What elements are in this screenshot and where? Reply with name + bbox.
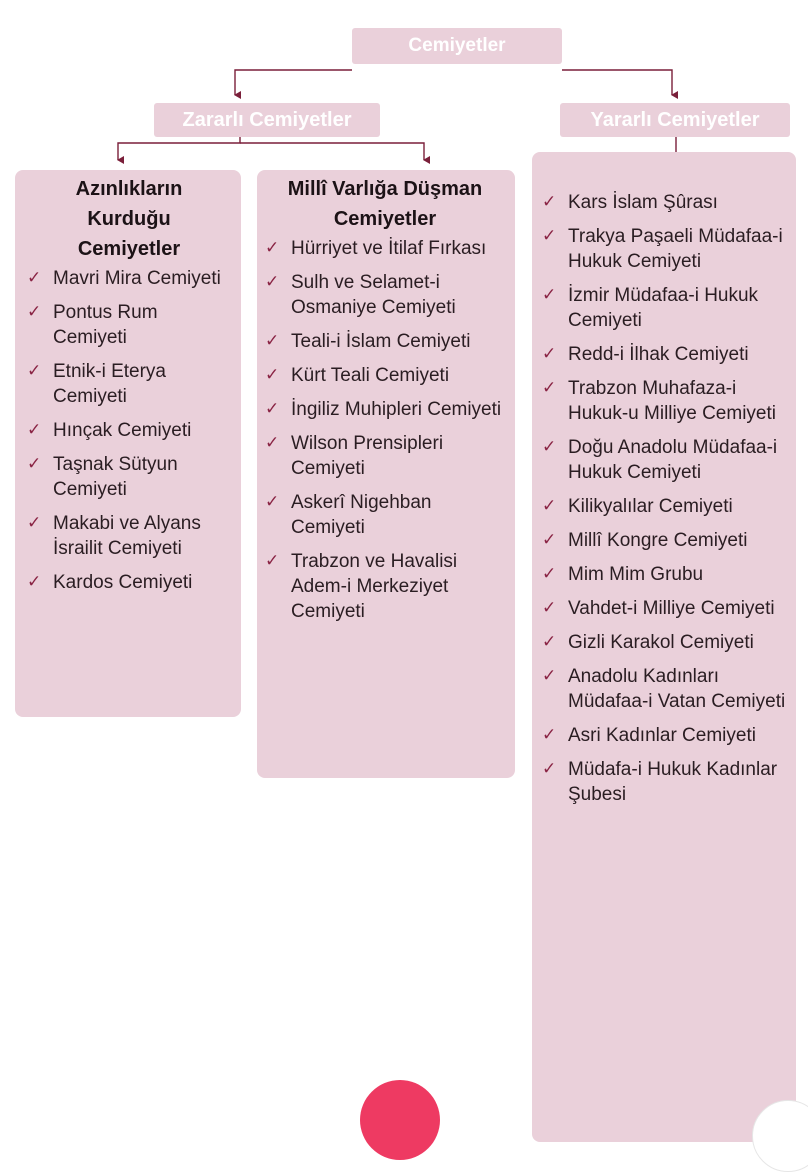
list-item-label: Kardos Cemiyeti xyxy=(53,572,193,593)
checkmark-icon: ✓ xyxy=(27,361,42,381)
checkmark-icon: ✓ xyxy=(265,433,280,453)
hostile-societies-list xyxy=(263,236,507,624)
checkmark-icon: ✓ xyxy=(542,759,557,779)
list-item-label: Makabi ve Alyans İsrailit Cemiyeti xyxy=(53,513,201,559)
minority-societies-box xyxy=(15,170,241,717)
list-item xyxy=(263,363,507,388)
list-item-label: Trabzon Muhafaza-i Hukuk-u Milliye Cemiyeti xyxy=(568,378,776,424)
harmful-node: Zararlı Cemiyetler xyxy=(154,103,380,137)
list-item-label: İngiliz Muhipleri Cemiyeti xyxy=(291,399,502,420)
list-item-label: Teali-i İslam Cemiyeti xyxy=(291,331,471,352)
list-item-label: Hınçak Cemiyeti xyxy=(53,420,192,441)
hostile-societies-box xyxy=(257,170,515,778)
list-item xyxy=(263,397,507,422)
list-item xyxy=(25,266,233,291)
checkmark-icon: ✓ xyxy=(265,272,280,292)
list-item-label: Vahdet-i Milliye Cemiyeti xyxy=(568,598,775,619)
checkmark-icon: ✓ xyxy=(265,399,280,419)
list-item-label: Asri Kadınlar Cemiyeti xyxy=(568,725,756,746)
list-item-label: Askerî Nigehban Cemiyeti xyxy=(291,492,432,538)
list-item xyxy=(263,236,507,261)
list-item-label: Pontus Rum Cemiyeti xyxy=(53,302,158,348)
list-item xyxy=(25,359,233,409)
list-item-label: Kilikyalılar Cemiyeti xyxy=(568,496,733,517)
hostile-societies-title: Millî Varlığa Düşman Cemiyetler xyxy=(287,178,483,230)
list-item xyxy=(540,435,790,485)
checkmark-icon: ✓ xyxy=(27,513,42,533)
list-item-label: Doğu Anadolu Müdafaa-i Hukuk Cemiyeti xyxy=(568,437,778,483)
checkmark-icon: ✓ xyxy=(542,496,557,516)
list-item xyxy=(540,528,790,553)
connector-harmful-to-minorities xyxy=(118,137,240,160)
list-item-label: Müdafa-i Hukuk Kadınlar Şubesi xyxy=(568,759,778,805)
list-item-label: Mavri Mira Cemiyeti xyxy=(53,268,221,289)
list-item xyxy=(263,549,507,624)
checkmark-icon: ✓ xyxy=(542,437,557,457)
list-item xyxy=(25,570,233,595)
connector-root-to-harmful xyxy=(235,70,352,95)
list-item-label: Redd-i İlhak Cemiyeti xyxy=(568,344,749,365)
checkmark-icon: ✓ xyxy=(265,331,280,351)
root-node: Cemiyetler xyxy=(352,28,562,64)
list-item xyxy=(540,342,790,367)
checkmark-icon: ✓ xyxy=(542,344,557,364)
minority-societies-list xyxy=(25,266,233,595)
list-item-label: Millî Kongre Cemiyeti xyxy=(568,530,748,551)
checkmark-icon: ✓ xyxy=(542,564,557,584)
checkmark-icon: ✓ xyxy=(542,666,557,686)
checkmark-icon: ✓ xyxy=(27,572,42,592)
list-item xyxy=(263,329,507,354)
list-item xyxy=(25,418,233,443)
decorative-circle xyxy=(360,1080,440,1160)
checkmark-icon: ✓ xyxy=(27,420,42,440)
list-item xyxy=(25,300,233,350)
list-item-label: Mim Mim Grubu xyxy=(568,564,704,585)
checkmark-icon: ✓ xyxy=(265,551,280,571)
list-item xyxy=(540,376,790,426)
list-item xyxy=(263,431,507,481)
list-item xyxy=(540,757,790,807)
list-item-label: İzmir Müdafaa-i Hukuk Cemiyeti xyxy=(568,285,759,331)
connector-root-to-useful xyxy=(562,70,672,95)
list-item-label: Trakya Paşaeli Müdafaa-i Hukuk Cemiyeti xyxy=(568,226,783,272)
list-item-label: Gizli Karakol Cemiyeti xyxy=(568,632,754,653)
list-item xyxy=(263,490,507,540)
checkmark-icon: ✓ xyxy=(542,632,557,652)
useful-societies-box xyxy=(532,152,796,1142)
list-item xyxy=(540,190,790,215)
list-item xyxy=(540,283,790,333)
checkmark-icon: ✓ xyxy=(542,598,557,618)
list-item xyxy=(540,562,790,587)
checkmark-icon: ✓ xyxy=(542,192,557,212)
checkmark-icon: ✓ xyxy=(542,530,557,550)
checkmark-icon: ✓ xyxy=(27,454,42,474)
useful-node: Yararlı Cemiyetler xyxy=(560,103,790,137)
faint-circle-decoration xyxy=(752,1100,808,1172)
checkmark-icon: ✓ xyxy=(542,285,557,305)
list-item xyxy=(540,224,790,274)
list-item-label: Kürt Teali Cemiyeti xyxy=(291,365,450,386)
list-item-label: Wilson Prensipleri Cemiyeti xyxy=(291,433,444,479)
list-item-label: Sulh ve Selamet-i Osmaniye Cemiyeti xyxy=(291,272,456,318)
list-item xyxy=(540,596,790,621)
list-item-label: Taşnak Sütyun Cemiyeti xyxy=(53,454,178,500)
list-item xyxy=(540,630,790,655)
list-item xyxy=(540,723,790,748)
checkmark-icon: ✓ xyxy=(542,725,557,745)
checkmark-icon: ✓ xyxy=(265,365,280,385)
list-item-label: Kars İslam Şûrası xyxy=(568,192,718,213)
checkmark-icon: ✓ xyxy=(265,238,280,258)
checkmark-icon: ✓ xyxy=(27,268,42,288)
list-item-label: Anadolu Kadınları Müdafaa-i Vatan Cemiyeti xyxy=(568,666,786,712)
checkmark-icon: ✓ xyxy=(542,226,557,246)
list-item xyxy=(25,511,233,561)
checkmark-icon: ✓ xyxy=(265,492,280,512)
list-item xyxy=(540,664,790,714)
list-item xyxy=(540,494,790,519)
useful-societies-list xyxy=(540,190,790,807)
checkmark-icon: ✓ xyxy=(542,378,557,398)
list-item-label: Etnik-i Eterya Cemiyeti xyxy=(53,361,166,407)
list-item xyxy=(263,270,507,320)
minority-societies-title: Azınlıkların Kurduğu Cemiyetler xyxy=(75,178,183,260)
checkmark-icon: ✓ xyxy=(27,302,42,322)
connector-harmful-to-hostile xyxy=(240,143,424,160)
list-item-label: Trabzon ve Havalisi Adem-i Merkeziyet Cemiyeti xyxy=(291,551,458,622)
list-item xyxy=(25,452,233,502)
list-item-label: Hürriyet ve İtilaf Fırkası xyxy=(291,238,487,259)
